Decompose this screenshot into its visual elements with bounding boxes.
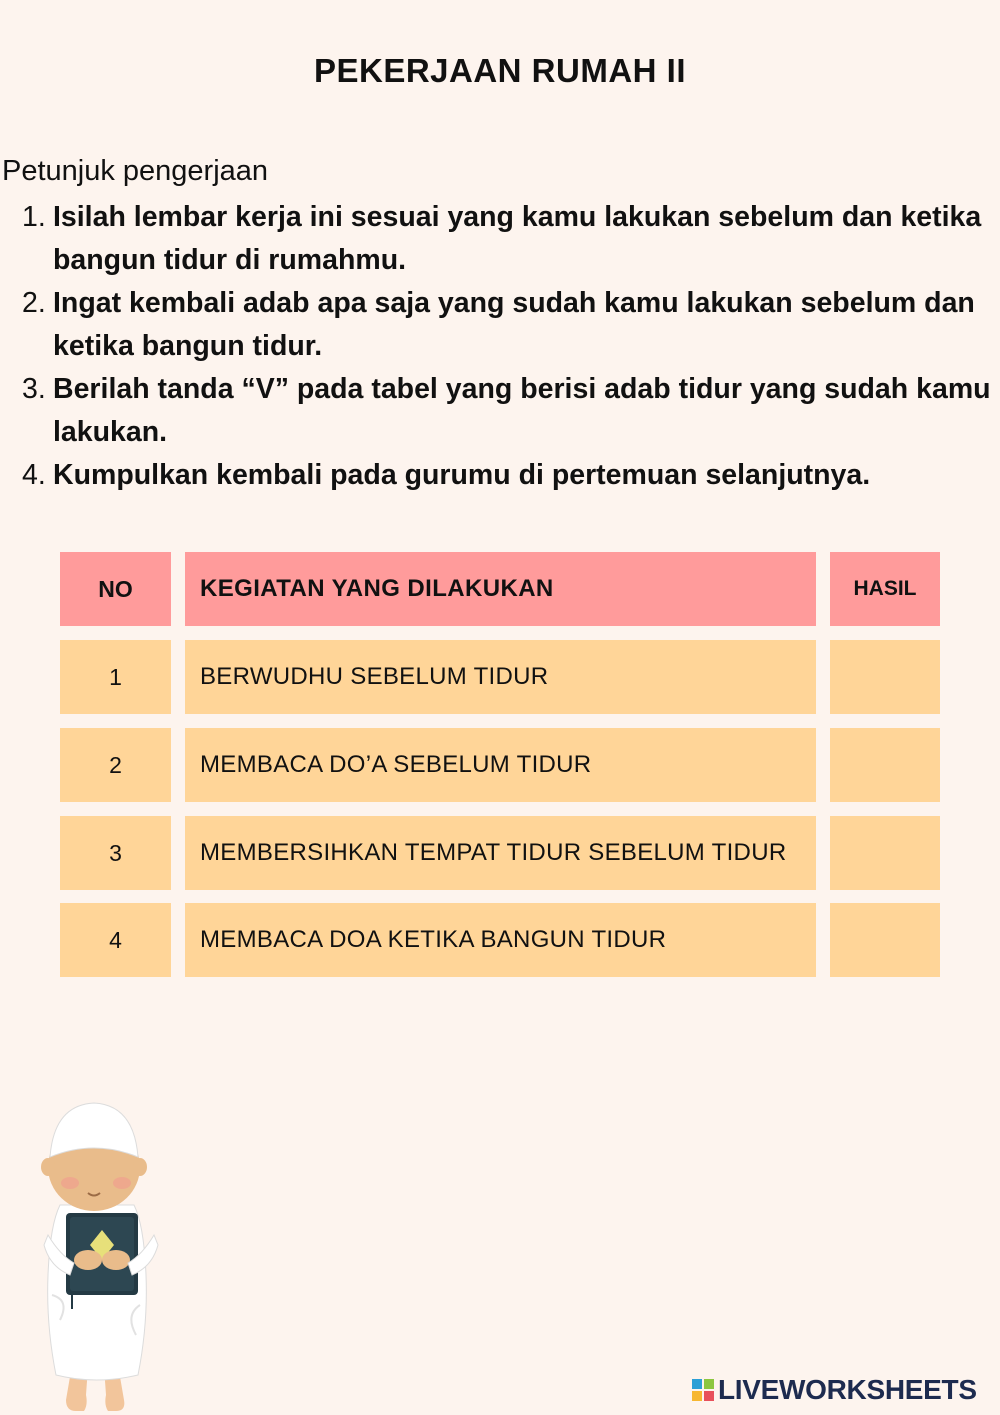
row-activity: MEMBACA DOA KETIKA BANGUN TIDUR: [185, 903, 816, 977]
result-answer-box[interactable]: [830, 903, 940, 977]
liveworksheets-logo-icon: [692, 1379, 714, 1401]
header-result: HASIL: [830, 552, 940, 626]
logo-square-green: [704, 1379, 714, 1389]
header-activity: KEGIATAN YANG DILAKUKAN: [185, 552, 816, 626]
instruction-text: Isilah lembar kerja ini sesuai yang kamu lakukan sebelum dan ketika bangun tidur di rumahmu.: [53, 201, 982, 276]
row-number: 1: [60, 640, 171, 714]
instruction-item: [22, 282, 998, 368]
row-number: 2: [60, 728, 171, 802]
header-no: NO: [60, 552, 171, 626]
instruction-number: 1.: [22, 201, 46, 233]
instruction-item: [22, 196, 998, 282]
row-activity: BERWUDHU SEBELUM TIDUR: [185, 640, 816, 714]
logo-text: LIVEWORKSHEETS: [718, 1374, 977, 1405]
logo-square-blue: [692, 1379, 702, 1389]
instruction-number: 4.: [22, 459, 46, 491]
page-title: PEKERJAAN RUMAH II: [313, 52, 687, 89]
logo-square-red: [704, 1391, 714, 1401]
instruction-text: Kumpulkan kembali pada gurumu di pertemuan selanjutnya.: [53, 459, 871, 491]
row-number: 3: [60, 816, 171, 890]
instructions-list: [22, 196, 998, 497]
row-activity: MEMBERSIHKAN TEMPAT TIDUR SEBELUM TIDUR: [185, 816, 816, 890]
instruction-number: 2.: [22, 287, 46, 319]
boy-reading-illustration: [30, 1095, 170, 1415]
row-activity: MEMBACA DO’A SEBELUM TIDUR: [185, 728, 816, 802]
instruction-item: [22, 454, 998, 497]
instruction-number: 3.: [22, 373, 46, 405]
logo-square-yellow: [692, 1391, 702, 1401]
instruction-text: Ingat kembali adab apa saja yang sudah kamu lakukan sebelum dan ketika bangun tidur.: [53, 287, 975, 362]
row-number: 4: [60, 903, 171, 977]
instructions-heading: Petunjuk pengerjaan: [2, 155, 269, 187]
instruction-item: [22, 368, 998, 454]
result-answer-box[interactable]: [830, 640, 940, 714]
instruction-text: Berilah tanda “V” pada tabel yang berisi adab tidur yang sudah kamu lakukan.: [53, 373, 991, 448]
liveworksheets-logo: [692, 1374, 977, 1406]
result-answer-box[interactable]: [830, 728, 940, 802]
result-answer-box[interactable]: [830, 816, 940, 890]
